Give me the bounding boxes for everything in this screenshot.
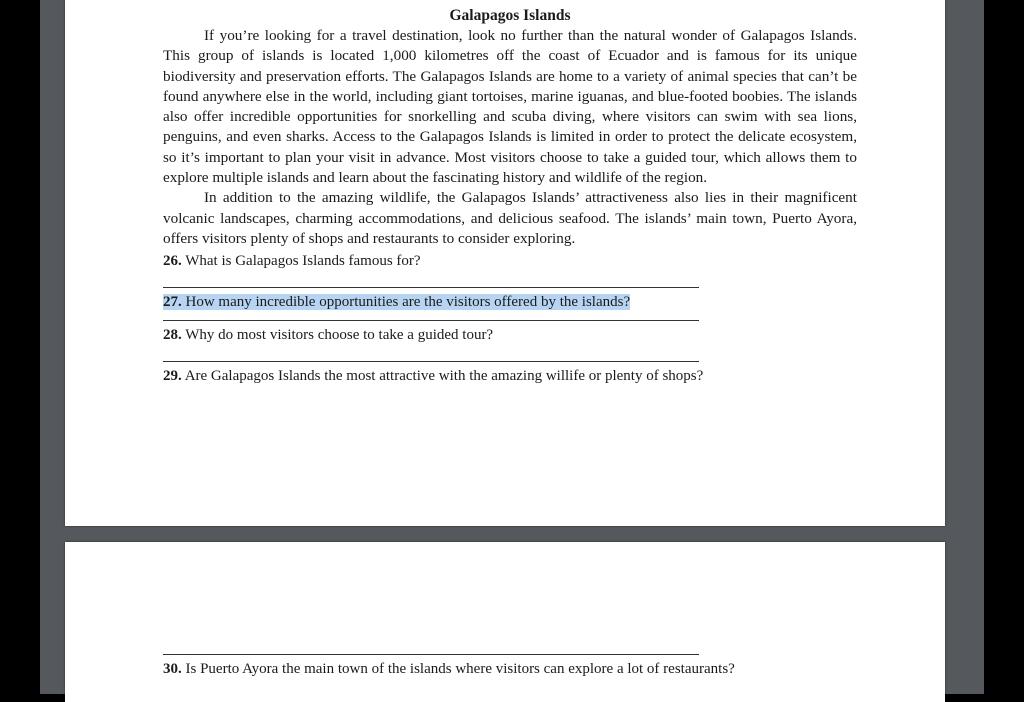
question-number: 29.	[163, 368, 182, 385]
question-number: 30.	[163, 661, 182, 677]
question-30	[163, 659, 857, 679]
question-28	[163, 325, 857, 345]
question-29	[163, 366, 857, 386]
answer-line-27	[163, 320, 699, 321]
question-text: Is Puerto Ayora the main town of the islands where visitors can explore a lot of restaurants?	[185, 661, 735, 677]
question-text: Are Galapagos Islands the most attractive with the amazing willife or plenty of shops?	[184, 368, 704, 385]
page-1-content	[163, 6, 857, 386]
question-number: 28.	[163, 327, 182, 344]
answer-line-28	[163, 361, 699, 362]
question-text: Why do most visitors choose to take a guided tour?	[185, 327, 494, 344]
question-number: 26.	[163, 253, 182, 270]
paragraph-2: In addition to the amazing wildlife, the Galapagos Islands’ attractiveness also lies in their magnificent volcanic landscapes, charming accommodations, and delicious seafood. The islands’ main town, Puerto Ayora, offers visitors plenty of shops and restaurants to consider exploring.	[163, 189, 857, 247]
question-27	[163, 292, 857, 312]
page-2-content	[163, 654, 857, 679]
answer-line-26	[163, 287, 699, 288]
question-number: 27.	[163, 294, 182, 311]
page-1	[65, 0, 945, 526]
page-2	[65, 542, 945, 702]
question-text: What is Galapagos Islands famous for?	[185, 253, 421, 270]
document-viewer[interactable]	[40, 0, 984, 694]
question-text: How many incredible opportunities are the visitors offered by the islands?	[185, 294, 631, 311]
selected-text-highlight[interactable]	[163, 294, 630, 310]
answer-line-29	[163, 654, 699, 655]
paragraph-1: If you’re looking for a travel destination, look no further than the natural wonder of Galapagos Islands. This group of islands is located 1,000 kilometres off the coast of Ecuador and is famous for its unique biodiversity and preservation efforts. The Galapagos Islands are home to a variety of animal species that can’t be found anywhere else in the world, including giant tortoises, marine iguanas, and blue-footed boobies. The islands also offer incredible opportunities for snorkelling and scuba diving, where visitors can swim with sea lions, penguins, and even sharks. Access to the Galapagos Islands is limited in order to protect the delicate ecosystem, so it’s important to plan your visit in advance. Most visitors choose to take a guided tour, which allows them to explore multiple islands and learn about the fascinating history and wildlife of the region.	[163, 27, 857, 187]
document-title: Galapagos Islands	[449, 7, 571, 24]
question-26	[163, 251, 857, 271]
